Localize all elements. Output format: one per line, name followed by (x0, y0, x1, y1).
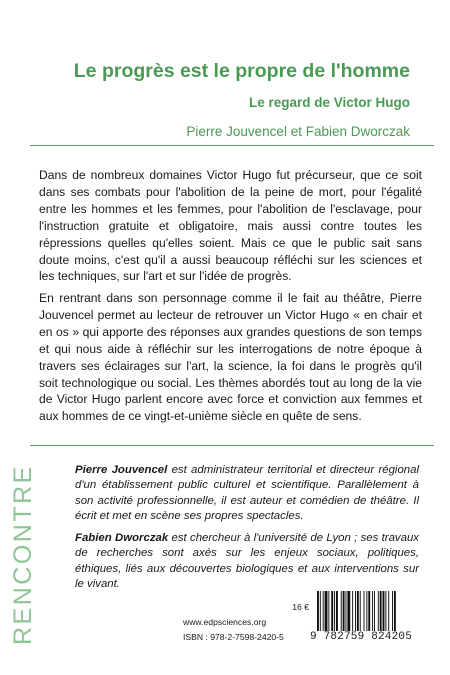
book-title: Le progrès est le propre de l'homme (73, 60, 410, 82)
book-authors: Pierre Jouvencel et Fabien Dworczak (186, 124, 410, 139)
book-subtitle: Le regard de Victor Hugo (248, 95, 410, 110)
summary-paragraph-1: Dans de nombreux domaines Victor Hugo fut précurseur, que ce soit dans ses combats pour l'abolition de la peine de mort, pour l'égalité entre les hommes et les femmes, pour l'abolition de l'esclavage, pour l'instruction gratuite et obligatoire, mais aussi contre toutes les répressions quelles qu'elles soient. Mais ce que le public sait sans doute moins, c'est qu'il a aussi beaucoup réfléchi sur les sciences et les techniques, sur l'art et sur l'idée de progrès. (39, 168, 422, 284)
middle-divider (30, 445, 434, 446)
top-divider (30, 145, 434, 146)
author-bio-2-text: est chercheur à l'université de Lyon ; ses travaux de recherches sont axés sur les enjeux sociaux, politiques, éthiques, liés aux découvertes biologiques et aux interventions sur le vivant. (75, 532, 419, 590)
barcode (315, 591, 421, 631)
collection-label: RENCONTRE (9, 464, 37, 645)
author-bio-2-name: Fabien Dworczak (75, 532, 169, 544)
publication-info (183, 600, 309, 645)
barcode-number: 9 782759 824205 (310, 631, 413, 643)
author-bio-1 (75, 463, 419, 524)
author-bio-1-text: est administrateur territorial et directeur régional d'un établissement public culturel et scientifique. Parallèlement à son activité professionnelle, il est auteur et comédien de théâtre. Il écrit et met en scène ses propres spectacles. (75, 464, 419, 522)
summary-paragraph-2: En rentrant dans son personnage comme il le fait au théâtre, Pierre Jouvencel permet au lecteur de retrouver un Victor Hugo « en chair et en os » qui apporte des réponses aux grandes questions de son temps et qui nous aide à réfléchir sur les interrogations de notre époque à travers ses éclairages sur l'art, la science, la foi dans le progrès qu'il soit technologique ou social. Les thèmes abordés tout au long de la vie de Victor Hugo parlent encore avec force et conviction aux femmes et aux hommes de ce vingt-et-unième siècle en quête de sens. (39, 291, 422, 424)
price: 16 € (292, 602, 309, 612)
isbn: ISBN : 978-2-7598-2420-5 (183, 632, 284, 642)
author-bio-1-name: Pierre Jouvencel (75, 464, 168, 476)
website: www.edpsciences.org (183, 617, 267, 627)
author-bio-2 (75, 531, 419, 592)
